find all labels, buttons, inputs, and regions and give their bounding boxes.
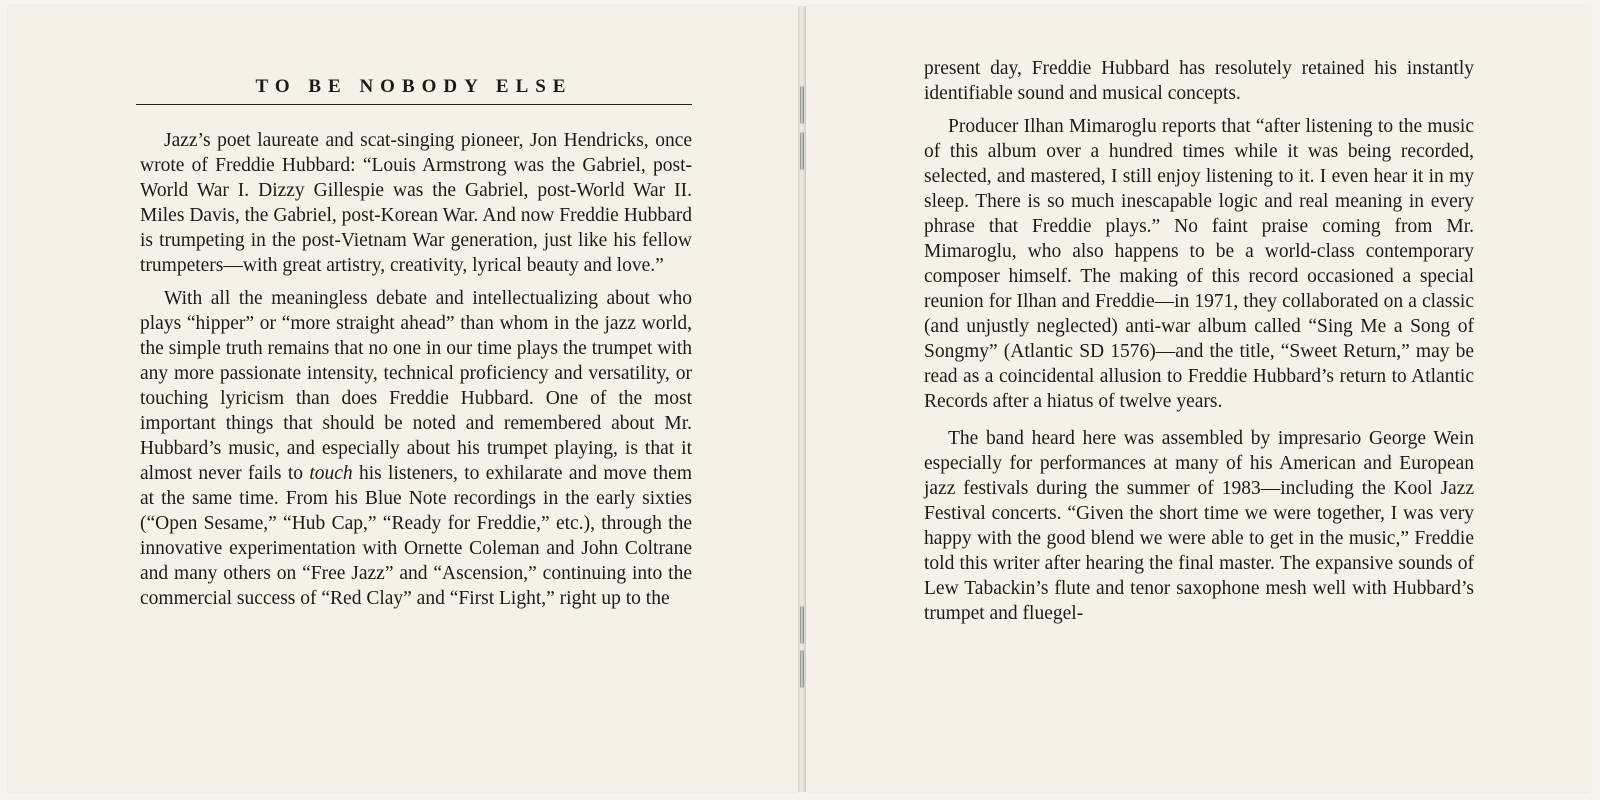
paragraph-text: With all the meaningless debate and intellectualizing about who plays “hipper” or “more straight ahead” than whom in the jazz world, the simple truth remains that no one in our time plays the trumpet with any more passionate intensity, technical proficiency and versatility, or touching lyricism than does Freddie Hubbard. One of the most important things that should be noted and remembered about Mr. Hubbard’s music, and especially about his trumpet playing, is that it almost never fails to <box>140 288 692 484</box>
staple <box>800 650 804 688</box>
left-text-column <box>140 128 692 611</box>
emphasis-text: touch <box>309 463 353 484</box>
paragraph-text: Jazz’s poet laureate and scat-singing pioneer, Jon Hendricks, once wrote of Freddie Hubbard: “Louis Armstrong was the Gabriel, post-World War I. Dizzy Gillespie was the Gabriel, post-World War II. Miles Davis, the Gabriel, post-Korean War. And now Freddie Hubbard is trumpeting in the post-Vietnam War generation, just like his fellow trumpeters—with great artistry, creativity, lyrical beauty and love.” <box>140 130 692 276</box>
paragraph: present day, Freddie Hubbard has resolutely retained his instantly identifiable sound and musical concepts. <box>924 58 1474 104</box>
staple <box>800 606 804 644</box>
staple <box>800 132 804 170</box>
staple <box>800 86 804 124</box>
paragraph <box>140 128 692 278</box>
paragraph-text: his listeners, to exhilarate and move them at the same time. From his Blue Note recordings in the early sixties (“Open Sesame,” “Hub Cap,” “Ready for Freddie,” etc.), through the innovative experimentation with Ornette Coleman and John Coltrane and many others on “Free Jazz” and “Ascension,” continuing into the commercial success of “Red Clay” and “First Light,” right up to the <box>140 463 693 609</box>
section-heading: TO BE NOBODY ELSE <box>136 76 692 105</box>
paragraph: Producer Ilhan Mimaroglu reports that “after listening to the music of this album over a hundred times while it was being recorded, selected, and mastered, I still enjoy listening to it. I even hear it in my sleep. There is so much inescapable logic and real meaning in every phrase that Freddie plays.” No faint praise coming from Mr. Mimaroglu, who also happens to be a world-class contemporary composer himself. The making of this record occasioned a special reunion for Ilhan and Freddie—in 1971, they collaborated on a classic (and unjustly neglected) anti-war album called “Sing Me a Song of Songmy” (Atlantic SD 1576)—and the title, “Sweet Return,” may be read as a coincidental allusion to Freddie Hubbard’s return to Atlantic Records after a hiatus of twelve years. <box>924 116 1474 412</box>
paragraph <box>140 286 692 611</box>
right-text-column <box>924 56 1474 626</box>
paragraph: The band heard here was assembled by impresario George Wein especially for performances at many of his American and European jazz festivals during the summer of 1983—including the Kool Jazz Festival concerts. “Given the short time we were together, I was very happy with the good blend we were able to get in the music,” Freddie told this writer after hearing the final master. The expansive sounds of Lew Tabackin’s flute and tenor saxophone mesh well with Hubbard’s trumpet and fluegel- <box>924 428 1474 624</box>
